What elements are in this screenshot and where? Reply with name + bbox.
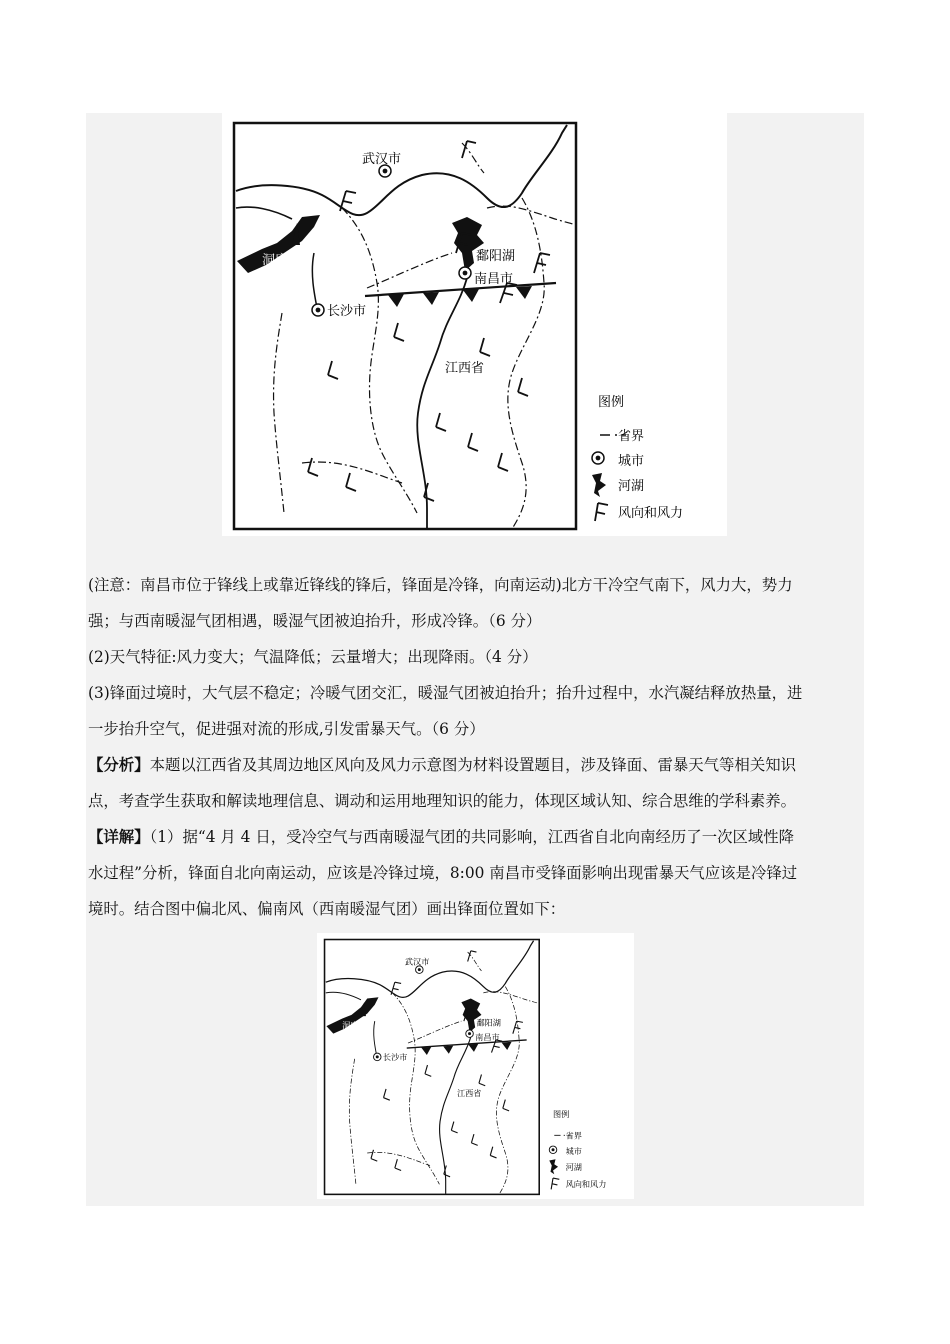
answer-q2-line: (2)天气特征:风力变大；气温降低；云量增大；出现降雨。（4 分） xyxy=(88,648,538,666)
legend-wind: 风向和风力 xyxy=(618,506,684,521)
answer-q1-line2: 强；与西南暖湿气团相遇，暖湿气团被迫抬升，形成冷锋。（6 分） xyxy=(88,612,542,630)
label-poyang-small: 鄱阳湖 xyxy=(476,1017,501,1028)
analysis-line1: 本题以江西省及其周边地区风向及风力示意图为材料设置题目，涉及锋面、雷暴天气等相关知识 xyxy=(149,756,796,774)
legend-title-small: 图例 xyxy=(553,1109,570,1120)
legend-boundary-small: 省界 xyxy=(565,1130,582,1141)
wind-map xyxy=(222,113,727,536)
answer-q3 xyxy=(88,675,862,747)
analysis-tag: 【分析】 xyxy=(88,756,150,774)
label-wuhan-small: 武汉市 xyxy=(404,956,430,967)
wind-map-figure xyxy=(222,113,727,536)
analysis-section xyxy=(88,747,862,819)
label-changsha: 长沙市 xyxy=(327,304,367,319)
detail-line1: （1）据“4 月 4 日，受冷空气与西南暖湿气团的共同影响，江西省自北向南经历了一次区域性降 xyxy=(149,828,795,846)
map-graphic-small xyxy=(325,940,571,1195)
legend-title: 图例 xyxy=(598,395,625,410)
label-wuhan: 武汉市 xyxy=(362,152,402,167)
legend-city-small: 城市 xyxy=(565,1146,582,1157)
answer-q3-line1: (3)锋面过境时，大气层不稳定；冷暖气团交汇，暖湿气团被迫抬升；抬升过程中，水汽凝结释放热量，进 xyxy=(88,684,803,702)
answer-q2 xyxy=(88,639,862,675)
label-dongting-small: 洞庭湖 xyxy=(342,1020,367,1031)
wind-map-figure-small xyxy=(317,933,634,1199)
label-jiangxi-small: 江西省 xyxy=(456,1087,482,1098)
label-nanchang: 南昌市 xyxy=(474,272,514,287)
detail-line2: 水过程”分析，锋面自北向南运动，应该是冷锋过境，8:00 南昌市受锋面影响出现雷暴天气应该是冷锋过 xyxy=(88,864,798,882)
analysis-line2: 点，考查学生获取和解读地理信息、调动和运用地理知识的能力，体现区域认知、综合思维的学科素养。 xyxy=(88,792,796,810)
wind-map-small xyxy=(317,933,634,1199)
legend-wind-small: 风向和风力 xyxy=(565,1178,607,1189)
legend-river-lake: 河湖 xyxy=(618,479,645,494)
detail-line3: 境时。结合图中偏北风、偏南风（西南暖湿气团）画出锋面位置如下： xyxy=(88,900,566,918)
label-jiangxi: 江西省 xyxy=(445,361,485,376)
label-dongting: 洞庭湖 xyxy=(262,253,302,268)
legend-boundary: 省界 xyxy=(618,429,645,444)
answer-q1 xyxy=(88,567,862,639)
legend-river-lake-small: 河湖 xyxy=(565,1161,582,1172)
legend-city: 城市 xyxy=(618,454,645,469)
detail-section xyxy=(88,819,862,927)
detail-tag: 【详解】 xyxy=(88,828,150,846)
label-poyang: 鄱阳湖 xyxy=(476,249,516,264)
answer-q3-line2: 一步抬升空气，促进强对流的形成,引发雷暴天气。（6 分） xyxy=(88,720,485,738)
label-changsha-small: 长沙市 xyxy=(382,1052,408,1063)
map-graphic xyxy=(234,123,626,529)
answer-q1-line1: (注意：南昌市位于锋线上或靠近锋线的锋后，锋面是冷锋，向南运动)北方干冷空气南下，风力大，势力 xyxy=(88,576,793,594)
label-nanchang-small: 南昌市 xyxy=(475,1031,500,1042)
